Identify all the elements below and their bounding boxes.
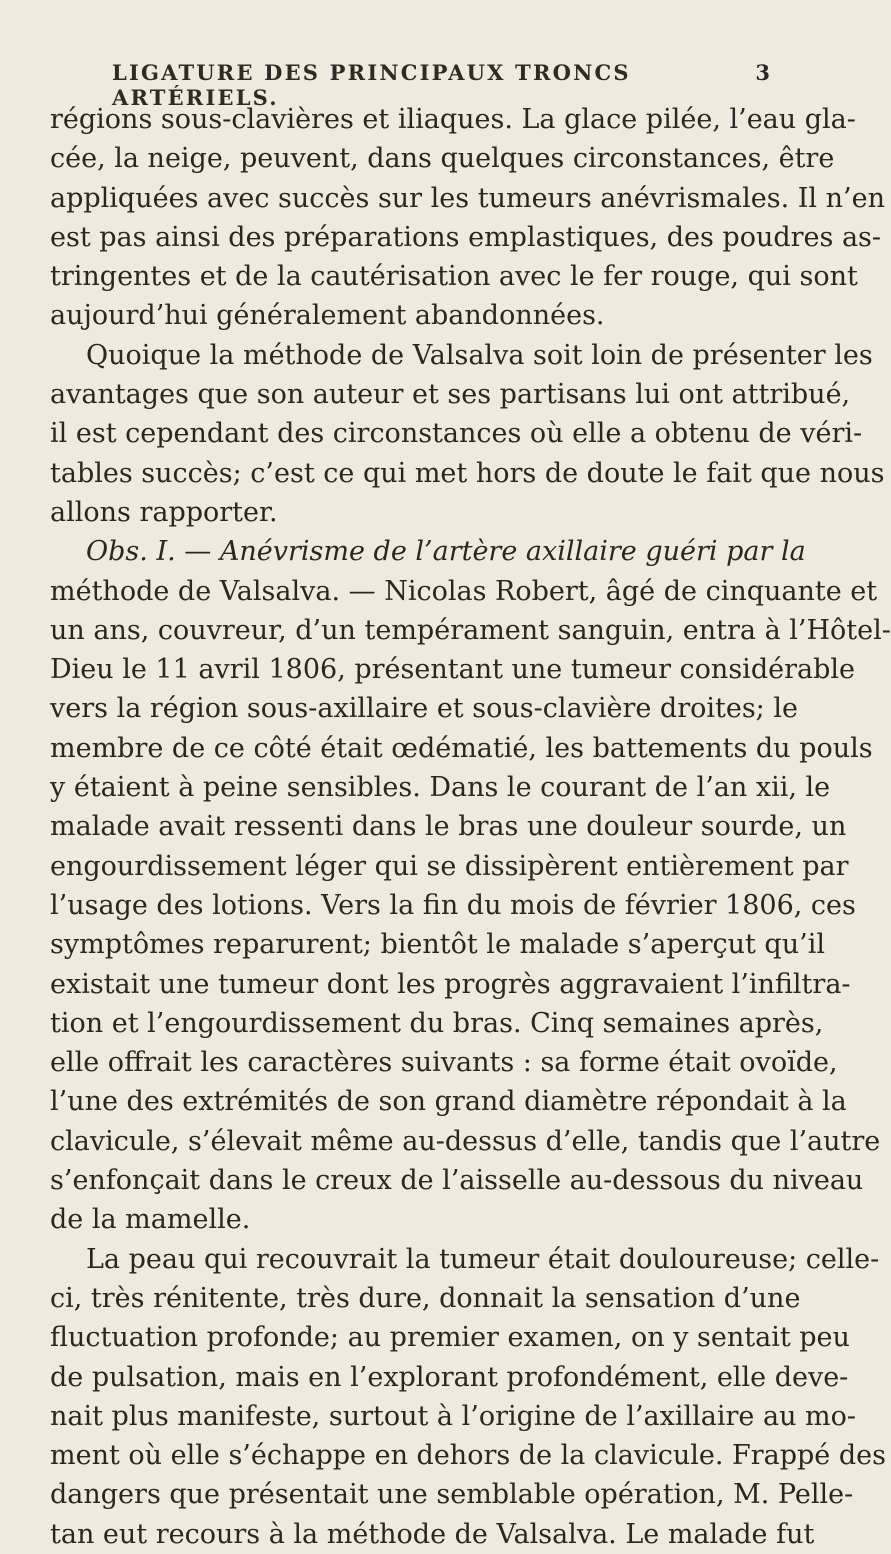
text-line: La peau qui recouvrait la tumeur était douloureuse; celle- — [86, 1243, 880, 1275]
text-line: Obs. I. — Anévrisme de l’artère axillaire guéri par la — [86, 536, 806, 568]
text-line: s’enfonçait dans le creux de l’aisselle au-dessous du niveau — [50, 1165, 864, 1197]
text-line: avantages que son auteur et ses partisans lui ont attribué, — [50, 379, 851, 411]
running-head — [112, 60, 770, 110]
text-line: tringentes et de la cautérisation avec le fer rouge, qui sont — [50, 261, 858, 293]
text-line: ment où elle s’échappe en dehors de la clavicule. Frappé des — [50, 1440, 886, 1472]
text-line: aujourd’hui généralement abandonnées. — [50, 300, 605, 332]
text-line: membre de ce côté était œdématié, les battements du pouls — [50, 732, 873, 764]
text-line: de pulsation, mais en l’explorant profondément, elle deve- — [50, 1361, 849, 1393]
text-line: l’usage des lotions. Vers la fin du mois de février 1806, ces — [50, 889, 856, 921]
text-line: de la mamelle. — [50, 1204, 251, 1236]
body-text — [50, 100, 891, 1554]
text-line: méthode de Valsalva. — Nicolas Robert, âgé de cinquante et — [50, 575, 878, 607]
page-number: 3 — [755, 60, 770, 85]
text-line: elle offrait les caractères suivants : sa forme était ovoïde, — [50, 1047, 838, 1079]
text-line: fluctuation profonde; au premier examen, on y sentait peu — [50, 1322, 850, 1354]
text-line: appliquées avec succès sur les tumeurs anévrismales. Il n’en — [50, 182, 885, 214]
text-line: ci, très rénitente, très dure, donnait la sensation d’une — [50, 1282, 801, 1314]
running-title: LIGATURE DES PRINCIPAUX TRONCS ARTÉRIELS. — [112, 60, 631, 110]
text-line: existait une tumeur dont les progrès aggravaient l’infiltra- — [50, 968, 851, 1000]
text-line: l’une des extrémités de son grand diamètre répondait à la — [50, 1086, 847, 1118]
text-line: engourdissement léger qui se dissipèrent entièrement par — [50, 850, 849, 882]
text-line: y étaient à peine sensibles. Dans le courant de l’an xii, le — [50, 772, 831, 804]
text-line: nait plus manifeste, surtout à l’origine de l’axillaire au mo- — [50, 1400, 857, 1432]
text-line: dangers que présentait une semblable opération, M. Pelle- — [50, 1479, 854, 1511]
text-line: vers la région sous-axillaire et sous-clavière droites; le — [50, 693, 798, 725]
text-line: Dieu le 11 avril 1806, présentant une tumeur considérable — [50, 654, 855, 686]
text-line: tables succès; c’est ce qui met hors de doute le fait que nous — [50, 457, 885, 489]
text-line: allons rapporter. — [50, 496, 278, 528]
text-line: symptômes reparurent; bientôt le malade s’aperçut qu’il — [50, 929, 825, 961]
text-line: Quoique la méthode de Valsalva soit loin de présenter les — [86, 339, 873, 371]
text-line: tion et l’engourdissement du bras. Cinq semaines après, — [50, 1007, 824, 1039]
text-line: un ans, couvreur, d’un tempérament sanguin, entra à l’Hôtel- — [50, 614, 891, 646]
text-line: il est cependant des circonstances où elle a obtenu de véri- — [50, 418, 863, 450]
text-line: est pas ainsi des préparations emplastiques, des poudres as- — [50, 221, 882, 253]
text-line: cée, la neige, peuvent, dans quelques circonstances, être — [50, 143, 835, 175]
text-line: régions sous-clavières et iliaques. La glace pilée, l’eau gla- — [50, 104, 856, 135]
text-line: malade avait ressenti dans le bras une douleur sourde, un — [50, 811, 847, 843]
text-line: tan eut recours à la méthode de Valsalva. Le malade fut — [50, 1518, 815, 1550]
text-line: clavicule, s’élevait même au-dessus d’elle, tandis que l’autre — [50, 1125, 881, 1157]
